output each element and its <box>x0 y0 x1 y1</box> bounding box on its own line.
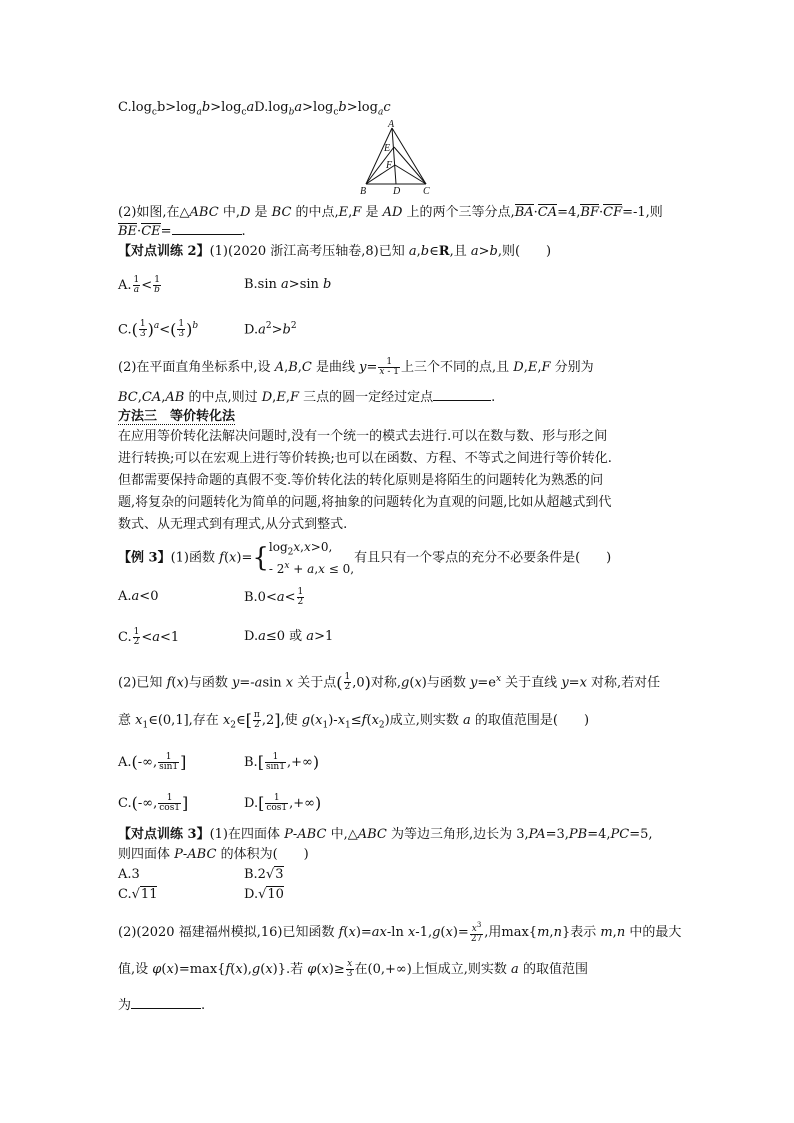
label-a: A <box>388 120 395 130</box>
training3-option-d: D.√10 <box>244 887 284 902</box>
example3-question2-line2: 意 $x_1\in(0,1]$,存在 $x_2\in$[ $\frac{\pi}{2}$ ,2],使 $g(x_1)-x_1\le f(x_2)$成立,则实数 a 的取值范围是( ) <box>118 710 590 731</box>
training3-question2-line3: 为 . <box>118 998 206 1013</box>
training3-tag: 【对点训练 3】 <box>118 827 210 842</box>
method3-para-5: 数式、从无理式到有理式,从分式到整式. <box>118 517 348 532</box>
method3-para-3: 但都需要保持命题的真假不变.等价转化法的转化原则是将陌生的问题转化为熟悉的问 <box>118 473 604 488</box>
example3-option-c: C. $\frac{1}{2}$ <a<1 <box>118 627 180 647</box>
label-d: D <box>393 186 401 196</box>
answer-blank-2[interactable] <box>433 388 491 401</box>
example3-option-a: A.a<0 <box>118 589 159 604</box>
training2-option-c: C.( $\frac{1}{3}$ )$^a$<( $\frac{1}{3}$ )$^b$ <box>118 319 199 340</box>
q2-line1: (2)如图,在△ABC 中,D 是 BC 的中点,E,F 是 AD 上的两个三等分点,BA·CA=4,BF·CF=-1,则 <box>118 205 663 220</box>
example3-q2-option-b: B.[ $\frac{1}{\sin 1}$ ,+∞) <box>244 752 320 772</box>
training3-question1-line1: 【对点训练 3】(1)在四面体 P-ABC 中,△ABC 为等边三角形,边长为 3,PA=3,PB=4,PC=5, <box>118 827 653 842</box>
training3-option-b: B.2√3 <box>244 867 284 882</box>
label-c: C <box>423 186 430 196</box>
training3-option-c: C.√11 <box>118 887 158 902</box>
training2-question2-line2: BC,CA,AB 的中点,则过 D,E,F 三点的圆一定经过定点 . <box>118 390 496 405</box>
training2-option-a: A. $\frac{1}{a}$ < $\frac{1}{b}$ <box>118 275 160 295</box>
training2-tag: 【对点训练 2】 <box>118 244 210 259</box>
label-f: F <box>386 160 393 171</box>
q2-line2: BE·CE= . <box>118 224 246 239</box>
label-b: B <box>360 186 367 196</box>
training3-question2-line1: (2)(2020 福建福州模拟,16)已知函数 f(x)=ax-ln x-1,g(x)= $\frac{x^3}{27}$ ,用max{m,n}表示 m,n 中的最大 <box>118 921 682 944</box>
example3-q2-option-d: D.[ $\frac{1}{\cos 1}$ ,+∞) <box>244 793 322 813</box>
training3-option-a: A.3 <box>118 867 140 882</box>
example3-q2-option-c: C.(-∞, $\frac{1}{\cos 1}$ ] <box>118 793 189 813</box>
training2-option-b: B.sin a>sin b <box>244 277 332 292</box>
triangle-figure <box>356 120 436 196</box>
example3-option-d: D.a≤0 或 a>1 <box>244 629 334 644</box>
example3-question2-line1: (2)已知 f(x)与函数 y=-asin x 关于点( $\frac{1}{2}$ ,0)对称,g(x)与函数 $y=e^x$ 关于直线 y=x 对称,若对任 <box>118 672 661 693</box>
method3-title: 方法三 等价转化法 <box>118 409 236 424</box>
example3-question1: 【例 3】(1)函数 f(x)={ $\log_2x,x>0$, - $2^x + a,x \le 0$, 有且只有一个零点的充分不必要条件是( ) <box>118 540 612 577</box>
method3-para-4: 题,将复杂的问题转化为简单的问题,将抽象的问题转化为直观的问题,比如从超越式到代 <box>118 495 612 510</box>
training3-question2-line2: 值,设 φ(x)=max{f(x),g(x)}.若 φ(x)≥ $\frac{x}{3}$ 在(0,+∞)上恒成立,则实数 a 的取值范围 <box>118 959 588 979</box>
example3-tag: 【例 3】 <box>118 550 171 566</box>
method3-para-2: 进行转换;可以在宏观上进行等价转换;也可以在函数、方程、不等式之间进行等价转化. <box>118 451 612 466</box>
training2-question2-line1: (2)在平面直角坐标系中,设 A,B,C 是曲线 y= $\frac{1}{x - 1}$ 上三个不同的点,且 D,E,F 分别为 <box>118 357 594 377</box>
training2-option-d: $D.a^2>b^2$ <box>244 321 297 338</box>
training3-question1-line2: 则四面体 P-ABC 的体积为( ) <box>118 847 309 862</box>
training2-question1: 【对点训练 2】(1)(2020 浙江高考压轴卷,8)已知 a,b∈R,且 a>b,则( ) <box>118 244 552 259</box>
answer-blank[interactable] <box>172 222 242 235</box>
label-e: E <box>384 143 391 154</box>
answer-blank-3[interactable] <box>131 996 201 1009</box>
options-c-d-line: $C.\log_cb>\log_ab>\log_caD.\log_ba>\log_cb>\log_ac$ <box>118 100 391 118</box>
method3-para-1: 在应用等价转化法解决问题时,没有一个统一的模式去进行.可以在数与数、形与形之间 <box>118 429 608 444</box>
example3-option-b: B.0<a< $\frac{1}{2}$ <box>244 587 304 607</box>
example3-q2-option-a: A.(-∞, $\frac{1}{\sin 1}$ ] <box>118 752 187 772</box>
